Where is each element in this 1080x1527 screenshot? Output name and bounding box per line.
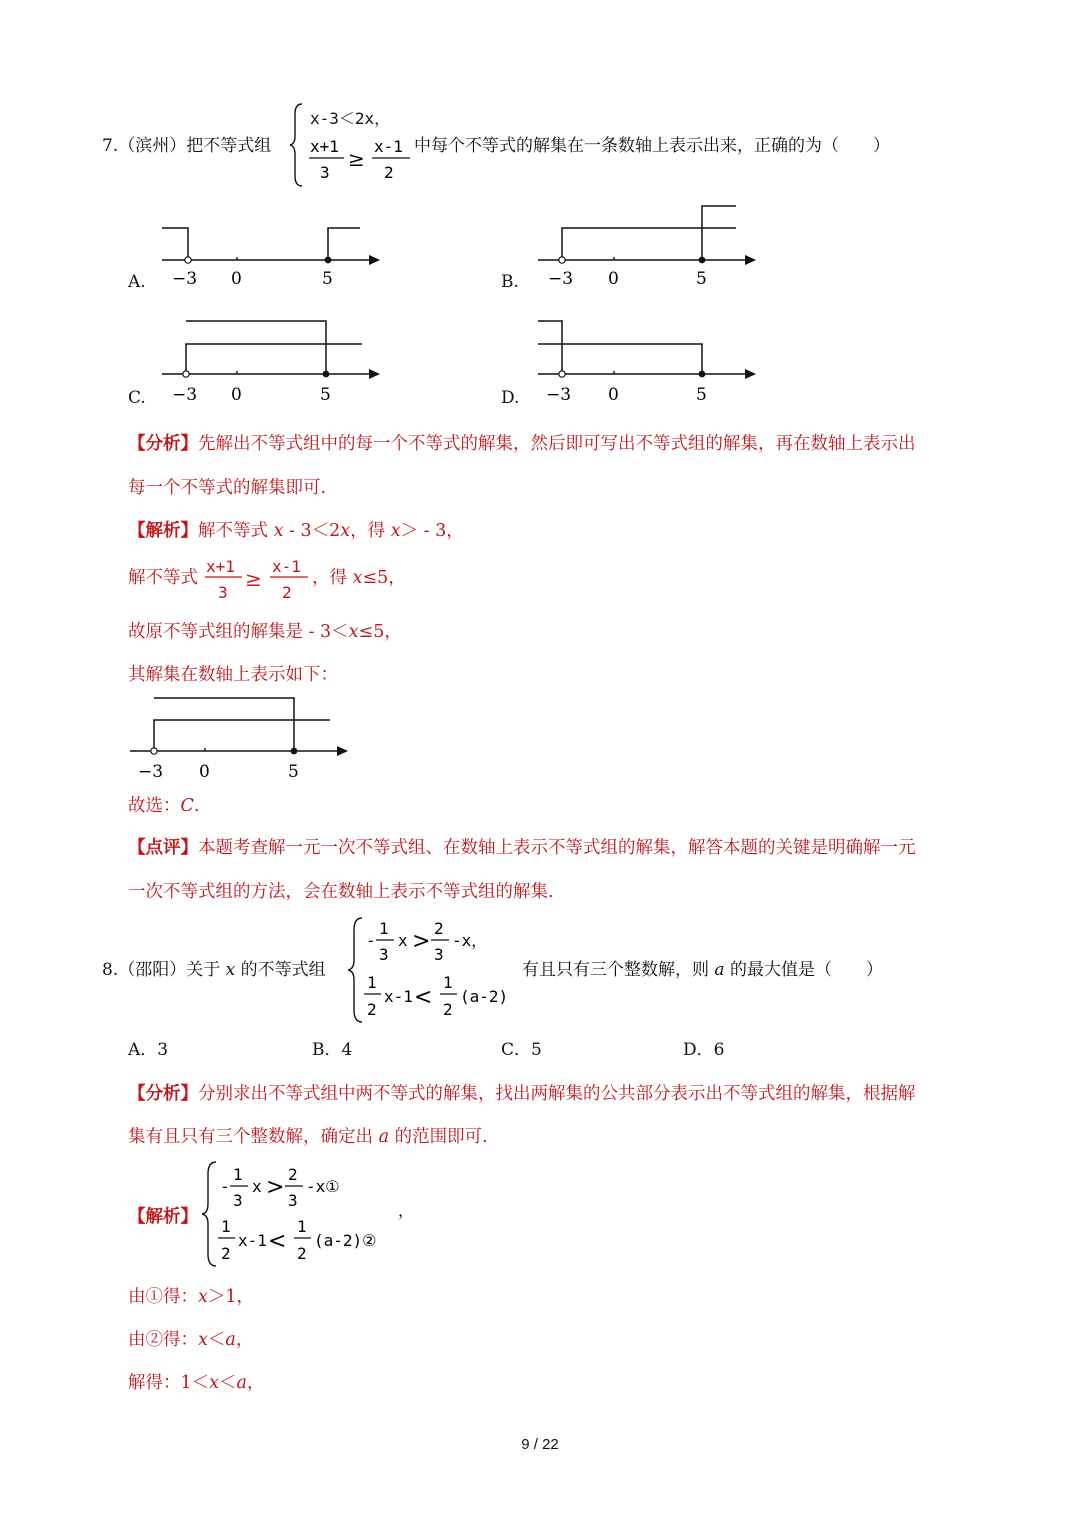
q8-sys2-num2: 1 [443, 973, 453, 992]
q8-stem-b: 的最大值是（ ） [724, 960, 883, 980]
q8-analysis-line1 [128, 1080, 916, 1105]
q8-sys2-num1: 1 [367, 973, 377, 992]
q8-stem [522, 958, 883, 982]
q8-ssys1-num1: 1 [233, 1165, 243, 1184]
q7-sol-tick-neg3: −3 [138, 762, 164, 782]
q7-answer-c: . [193, 796, 200, 816]
q8-sys2-den1: 2 [367, 1000, 377, 1019]
q7-ineq2-op: ≥ [348, 147, 365, 171]
q7-sol1-x1: x [273, 521, 284, 541]
q8-analysis-text1: 分别求出不等式组中两不等式的解集，找出两解集的公共部分表示出不等式组的解集，根据解 [198, 1084, 916, 1104]
q8-ssys2-den2: 2 [297, 1244, 307, 1263]
q8-solution-tag-text: 【解析】 [128, 1207, 198, 1227]
q7-analysis-tag: 【分析】 [128, 434, 198, 454]
q8-s2-b: ＜ [207, 1330, 226, 1350]
q7-comment-line2: 一次不等式组的方法，会在数轴上表示不等式组的解集. [128, 882, 554, 902]
q7-ineq2 [308, 136, 418, 188]
q8-stem-a: 有且只有三个整数解，则 [522, 960, 715, 980]
q8-ssys1-num2: 2 [288, 1165, 298, 1184]
q7-comment-tag: 【点评】 [128, 838, 198, 858]
q7-stem-prefix [102, 134, 271, 158]
q8-s1-b: ＞1， [207, 1287, 255, 1307]
q7-option-d-tick-0: 0 [608, 385, 619, 405]
q7-sol3-x: x [348, 622, 359, 642]
q8-s1-x: x [198, 1287, 208, 1307]
q7-ineq2-lnum: x+1 [310, 137, 339, 156]
q8-sys2-den2: 2 [443, 1000, 453, 1019]
q8-ssys2-tail: (a-2)② [314, 1231, 377, 1250]
q7-option-b-tick-0: 0 [608, 269, 619, 289]
q7-number: 7. [102, 136, 119, 156]
q8-option-b[interactable]: B．4 [312, 1040, 353, 1060]
q8-ssys2-den1: 2 [221, 1244, 231, 1263]
q8-stem-var: a [714, 960, 725, 980]
q7-analysis-line1 [128, 430, 916, 455]
q8-ssys1-tail: -x① [306, 1177, 340, 1196]
q7-solution-tag: 【解析】 [128, 521, 198, 541]
q7-ineq1: x-3＜2x， [310, 109, 391, 128]
q8-ssys1-den2: 3 [288, 1191, 298, 1210]
q8-ssys2-num2: 1 [297, 1217, 307, 1236]
page-number: 9 / 22 [521, 1436, 559, 1453]
q7-option-b-tick-5: 5 [696, 269, 707, 289]
q7-comment-text1: 本题考查解一元一次不等式组、在数轴上表示不等式组的解集，解答本题的关键是明确解一元 [198, 838, 916, 858]
q8-ssys1-mid: x [252, 1177, 262, 1196]
q7-option-b-tick-neg3: −3 [548, 269, 574, 289]
q8-sys1-op: > [412, 929, 431, 954]
q8-sys1-neg: - [366, 931, 376, 950]
q7-sol2-rden: 2 [282, 583, 292, 602]
q7-option-a-tick-neg3: −3 [172, 269, 198, 289]
q7-sol1-d: ＞ - 3， [400, 521, 464, 541]
q7-sol2-prefix: 解不等式 [128, 568, 198, 588]
q7-option-c-label[interactable]: C. [128, 388, 146, 408]
q8-analysis-var: a [378, 1127, 389, 1147]
q8-ssys1-op: > [266, 1175, 285, 1200]
q8-step3 [128, 1369, 264, 1394]
q8-system [364, 916, 524, 1024]
q7-sol2-rnum: x-1 [272, 557, 301, 576]
q8-s2-av: a [225, 1330, 236, 1350]
q7-answer-a: 故选： [128, 796, 181, 816]
q8-prefix-b: 的不等式组 [235, 960, 326, 980]
q7-sol2-fraction [204, 555, 314, 605]
q7-ineq2-rden: 2 [384, 163, 394, 182]
q7-sol2-b: ，得 [312, 568, 353, 588]
q8-prefix-a: 关于 [186, 960, 226, 980]
q8-sys1-mid: x [398, 931, 408, 950]
q7-sol2-lden: 3 [218, 583, 228, 602]
q8-sys2-tail: (a-2) [460, 987, 509, 1006]
q7-sol3-a: 故原不等式组的解集是 - 3＜ [128, 622, 349, 642]
q7-comment-line1 [128, 834, 916, 859]
q7-solution-numberline [128, 693, 358, 785]
q7-sol1-a: 解不等式 [198, 521, 274, 541]
q8-analysis-2a: 集有且只有三个整数解，确定出 [128, 1127, 379, 1147]
q7-brace [290, 102, 306, 188]
q8-sys1-tail: -x， [452, 931, 488, 950]
q8-sys2-mid: x-1 [384, 987, 413, 1006]
q7-solution-line1 [128, 517, 464, 542]
q8-option-c[interactable]: C．5 [501, 1040, 542, 1060]
q7-sol2-lnum: x+1 [206, 557, 235, 576]
q7-sol2-result [312, 564, 406, 589]
q8-step2 [128, 1326, 253, 1351]
q7-option-b-numberline [536, 200, 766, 292]
q8-s1-a: 由①得： [128, 1287, 198, 1307]
q8-solution-system [218, 1160, 418, 1268]
q7-option-a-tick-5: 5 [322, 269, 333, 289]
q7-prefix: 把不等式组 [186, 136, 272, 156]
q8-source: （邵阳） [118, 960, 187, 980]
q8-sys1-den2: 3 [434, 945, 444, 964]
q7-sol3-b: ≤5， [358, 622, 402, 642]
q7-sol-tick-5: 5 [288, 762, 299, 782]
q8-option-a[interactable]: A．3 [128, 1040, 169, 1060]
q8-ssys1-neg: - [220, 1177, 230, 1196]
q7-analysis-line2: 每一个不等式的解集即可. [128, 478, 327, 498]
q8-analysis-line2 [128, 1123, 488, 1148]
q8-s2-x: x [198, 1330, 208, 1350]
q8-sys1-num1: 1 [379, 919, 389, 938]
q8-ssys2-mid: x-1 [238, 1231, 267, 1250]
q8-s2-c: ， [235, 1330, 254, 1350]
q8-solution-tag [128, 1203, 198, 1228]
q7-analysis-text1: 先解出不等式组中的每一个不等式的解集，然后即可写出不等式组的解集，再在数轴上表示出 [198, 434, 916, 454]
q7-option-a-tick-0: 0 [231, 269, 242, 289]
q8-stem-prefix [102, 958, 326, 982]
q7-option-d-label[interactable]: D. [501, 388, 520, 408]
q7-option-a-label[interactable]: A. [128, 272, 146, 292]
q7-option-a-numberline [160, 222, 390, 292]
q8-s3-a: 解得：1＜ [128, 1373, 210, 1393]
q7-option-c-numberline [160, 316, 390, 408]
q7-sol1-c: ，得 [350, 521, 391, 541]
q7-sol1-b: - 3＜2 [283, 521, 341, 541]
q7-option-d-tick-neg3: −3 [546, 385, 572, 405]
q7-sol3 [128, 618, 402, 643]
q7-sol4: 其解集在数轴上表示如下： [128, 665, 338, 685]
q7-ineq2-lden: 3 [320, 163, 330, 182]
q8-s3-x: x [209, 1373, 220, 1393]
q7-sol1-x2: x [340, 521, 351, 541]
q8-analysis-2b: 的范围即可. [389, 1127, 488, 1147]
q7-sol2-x: x [352, 568, 363, 588]
q8-s3-av: a [236, 1373, 247, 1393]
q7-ineq2-rnum: x-1 [374, 137, 403, 156]
q8-option-d[interactable]: D．6 [683, 1040, 725, 1060]
q7-sol1-x3: x [390, 521, 401, 541]
q8-s2-a: 由②得： [128, 1330, 198, 1350]
q8-step1 [128, 1283, 254, 1308]
q8-sys1-den1: 3 [379, 945, 389, 964]
q7-answer [128, 792, 199, 817]
q7-option-d-tick-5: 5 [696, 385, 707, 405]
q8-s3-c: ， [246, 1373, 265, 1393]
q7-option-c-tick-5: 5 [320, 385, 331, 405]
q7-sol2-op: ≥ [245, 567, 262, 591]
q7-option-d-numberline [536, 316, 766, 408]
q8-sys1-num2: 2 [434, 919, 444, 938]
q8-solution-comma: ， [398, 1201, 415, 1220]
q7-answer-b: C [180, 796, 194, 816]
q8-s3-b: ＜ [219, 1373, 237, 1393]
q7-option-c-tick-0: 0 [231, 385, 242, 405]
q8-number: 8. [102, 960, 119, 980]
q8-analysis-tag: 【分析】 [128, 1084, 198, 1104]
q7-source: （滨州） [118, 136, 187, 156]
q7-sol2-c: ≤5， [362, 568, 406, 588]
q8-ssys2-op: < [268, 1229, 287, 1254]
q7-sol-tick-0: 0 [199, 762, 210, 782]
q7-option-b-label[interactable]: B. [501, 272, 519, 292]
q8-ssys1-den1: 3 [233, 1191, 243, 1210]
q8-prefix-x: x [225, 960, 236, 980]
q8-sys2-op: < [414, 985, 433, 1010]
q7-stem: 中每个不等式的解集在一条数轴上表示出来，正确的为（ ） [414, 136, 890, 156]
q8-ssys2-num1: 1 [221, 1217, 231, 1236]
q7-option-c-tick-neg3: −3 [172, 385, 198, 405]
